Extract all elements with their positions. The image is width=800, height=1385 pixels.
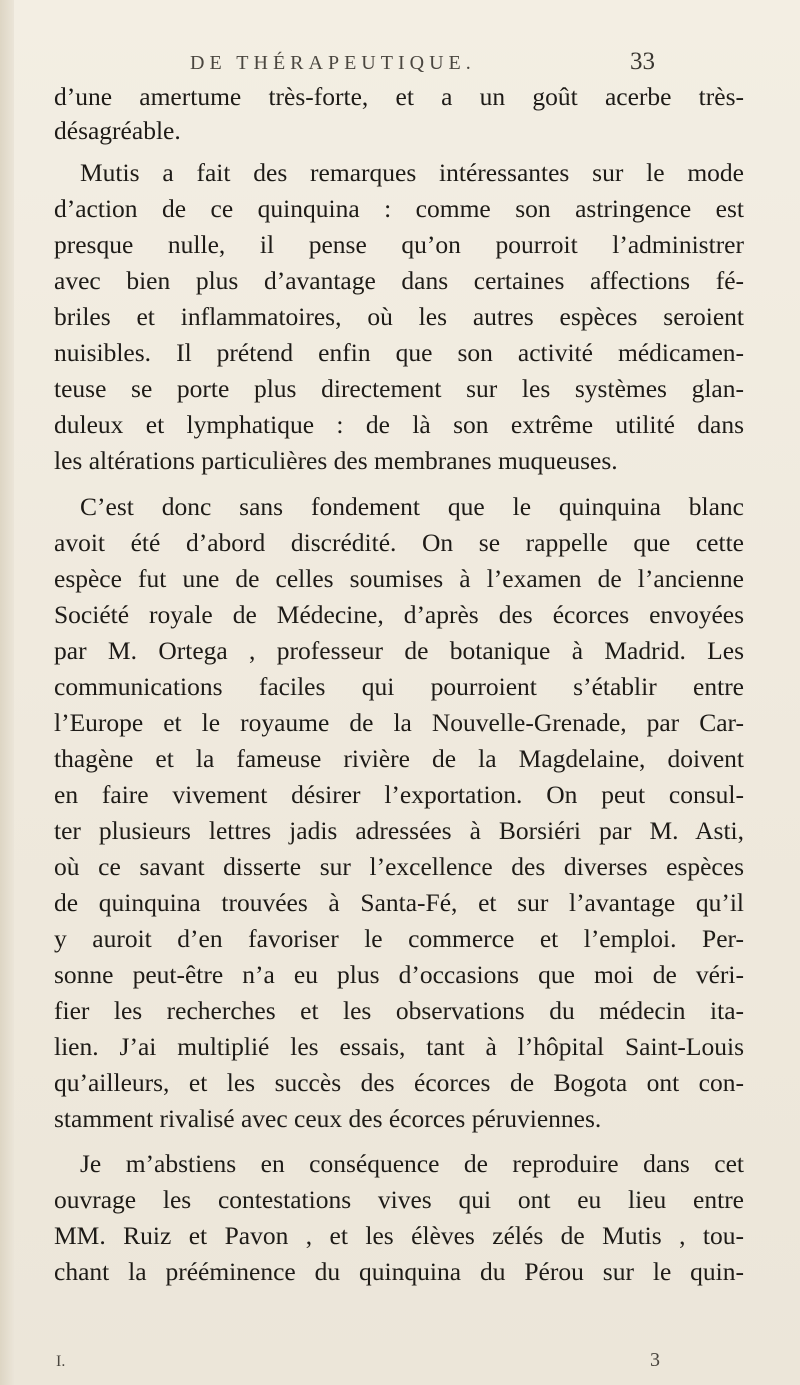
text-line: nuisibles. Il prétend enfin que son activité médicamen- bbox=[54, 338, 744, 367]
text-line: presque nulle, il pense qu’on pourroit l’administrer bbox=[54, 230, 744, 259]
signature-mark-right: 3 bbox=[650, 1349, 660, 1371]
text-line: où ce savant disserte sur l’excellence des diverses espèces bbox=[54, 852, 744, 881]
text-line: Je m’abstiens en conséquence de reproduire dans cet bbox=[80, 1149, 744, 1178]
text-line: l’Europe et le royaume de la Nouvelle-Grenade, par Car- bbox=[54, 708, 744, 737]
running-title: DE THÉRAPEUTIQUE. bbox=[190, 52, 476, 74]
text-line: qu’ailleurs, et les succès des écorces de Bogota ont con- bbox=[54, 1068, 744, 1097]
text-line: de quinquina trouvées à Santa-Fé, et sur l’avantage qu’il bbox=[54, 888, 744, 917]
text-line: ouvrage les contestations vives qui ont eu lieu entre bbox=[54, 1185, 744, 1214]
text-line: y auroit d’en favoriser le commerce et l’emploi. Per- bbox=[54, 924, 744, 953]
text-line: espèce fut une de celles soumises à l’examen de l’ancienne bbox=[54, 564, 744, 593]
text-line: d’une amertume très-forte, et a un goût acerbe très- bbox=[54, 82, 744, 111]
text-line: MM. Ruiz et Pavon , et les élèves zélés de Mutis , tou- bbox=[54, 1221, 744, 1250]
text-line: avoit été d’abord discrédité. On se rappelle que cette bbox=[54, 528, 744, 557]
text-line: désagréable. bbox=[54, 116, 181, 145]
text-line: stamment rivalisé avec ceux des écorces péruviennes. bbox=[54, 1104, 602, 1133]
page-number: 33 bbox=[630, 48, 655, 75]
text-line: par M. Ortega , professeur de botanique à Madrid. Les bbox=[54, 636, 744, 665]
text-line: duleux et lymphatique : de là son extrême utilité dans bbox=[54, 410, 744, 439]
text-line: sonne peut-être n’a eu plus d’occasions que moi de véri- bbox=[54, 960, 744, 989]
text-line: thagène et la fameuse rivière de la Magdelaine, doivent bbox=[54, 744, 744, 773]
text-line: briles et inflammatoires, où les autres espèces seroient bbox=[54, 302, 744, 331]
text-line: C’est donc sans fondement que le quinquina blanc bbox=[80, 492, 744, 521]
text-line: chant la prééminence du quinquina du Pérou sur le quin- bbox=[54, 1257, 744, 1286]
text-line: fier les recherches et les observations du médecin ita- bbox=[54, 996, 744, 1025]
text-line: d’action de ce quinquina : comme son astringence est bbox=[54, 194, 744, 223]
text-line: en faire vivement désirer l’exportation. On peut consul- bbox=[54, 780, 744, 809]
text-line: lien. J’ai multiplié les essais, tant à l’hôpital Saint-Louis bbox=[54, 1032, 744, 1061]
page-edge-shadow bbox=[0, 0, 14, 1385]
text-line: avec bien plus d’avantage dans certaines affections fé- bbox=[54, 266, 744, 295]
text-line: Mutis a fait des remarques intéressantes sur le mode bbox=[80, 158, 744, 187]
text-line: communications faciles qui pourroient s’établir entre bbox=[54, 672, 744, 701]
signature-mark-left: I. bbox=[56, 1353, 66, 1370]
text-line: les altérations particulières des membranes muqueuses. bbox=[54, 446, 618, 475]
text-line: teuse se porte plus directement sur les systèmes glan- bbox=[54, 374, 744, 403]
text-line: ter plusieurs lettres jadis adressées à Borsiéri par M. Asti, bbox=[54, 816, 744, 845]
text-line: Société royale de Médecine, d’après des écorces envoyées bbox=[54, 600, 744, 629]
